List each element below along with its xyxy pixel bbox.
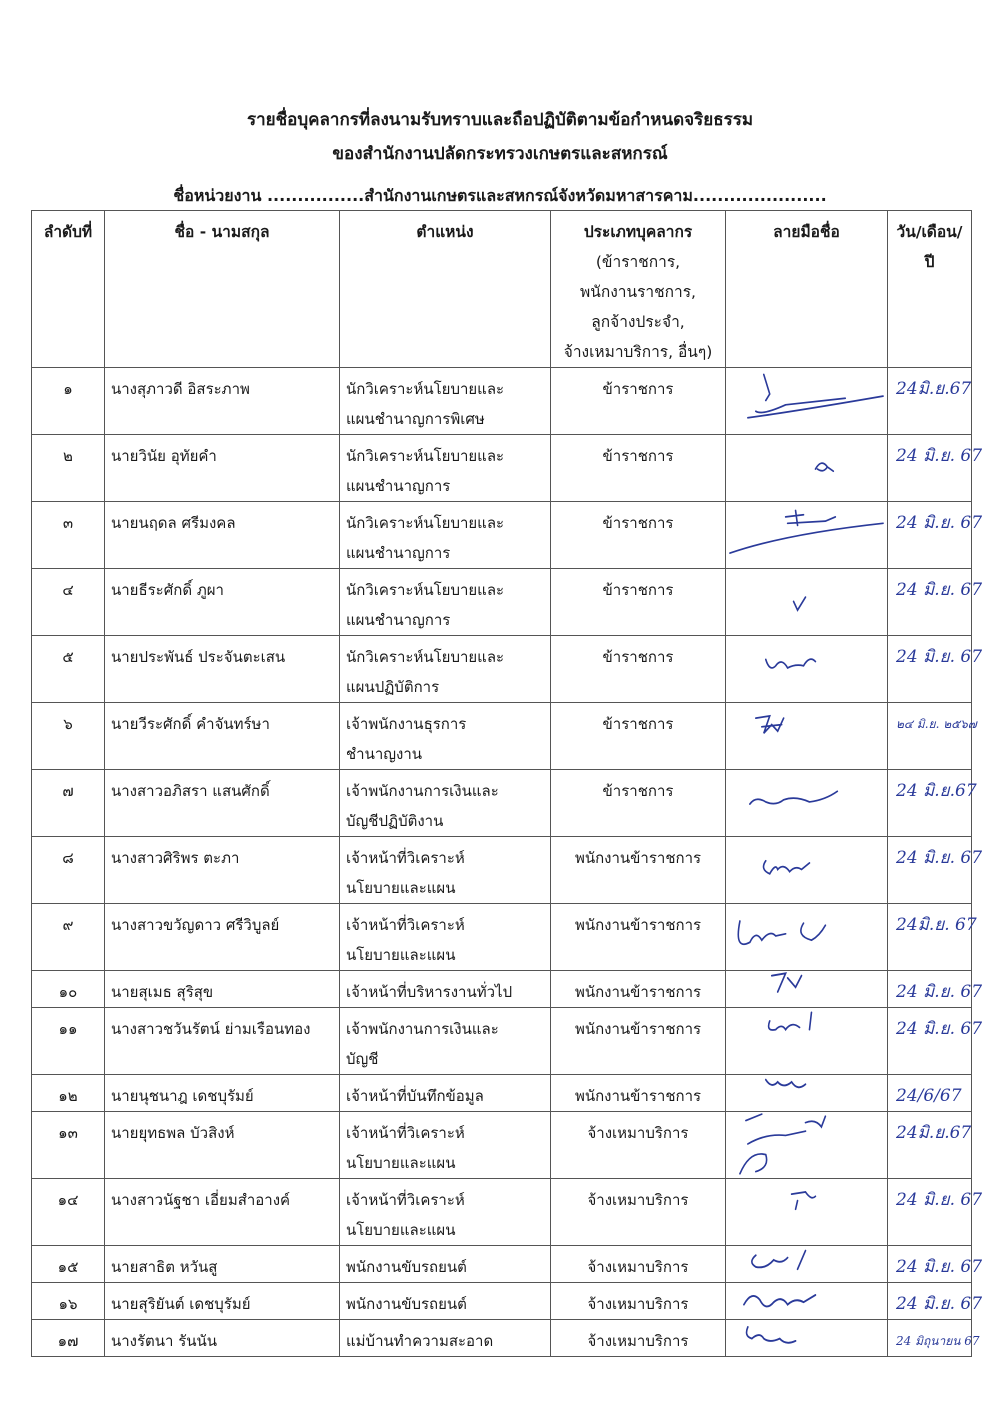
row-date-cell xyxy=(888,1283,983,1320)
row-type-cell: พนักงานข้าราชการ xyxy=(551,1075,726,1112)
unit-name: ................สำนักงานเกษตรและสหกรณ์จังหวัดมหาสารคาม...................... xyxy=(266,186,827,205)
handwritten-signature xyxy=(726,1008,887,1074)
position-line: นักวิเคราะห์นโยบายและ xyxy=(346,581,505,599)
col-header-no: ลำดับที่ xyxy=(32,211,105,368)
position-line: เจ้าหน้าที่วิเคราะห์ xyxy=(346,1191,465,1209)
handwritten-signature xyxy=(726,435,887,501)
row-number-cell: ๑๕ xyxy=(32,1246,105,1283)
handwritten-signature xyxy=(726,770,887,836)
row-position-cell xyxy=(340,837,551,904)
row-number-cell: ๗ xyxy=(32,770,105,837)
row-name-cell: นางสาวชวันรัตน์ ย่ามเรือนทอง xyxy=(105,1008,340,1075)
handwritten-date: 24 มิ.ย. 67 xyxy=(896,580,983,600)
row-signature-cell xyxy=(726,703,888,770)
position-line: แผนชำนาญการพิเศษ xyxy=(346,410,485,428)
position-line: เจ้าหน้าที่วิเคราะห์ xyxy=(346,849,465,867)
handwritten-signature xyxy=(726,703,887,769)
col-header-type xyxy=(551,211,726,368)
position-line: เจ้าหน้าที่วิเคราะห์ xyxy=(346,916,465,934)
row-date-cell xyxy=(888,569,983,636)
row-name-cell: นายสุริยันต์ เดชบุรัมย์ xyxy=(105,1283,340,1320)
handwritten-signature xyxy=(726,569,887,635)
row-number-cell: ๑๒ xyxy=(32,1075,105,1112)
row-number-cell: ๑๑ xyxy=(32,1008,105,1075)
position-line: นักวิเคราะห์นโยบายและ xyxy=(346,380,505,398)
row-signature-cell xyxy=(726,1008,888,1075)
row-name-cell: นางสาวขวัญดาว ศรีวิบูลย์ xyxy=(105,904,340,971)
position-line: แม่บ้านทำความสะอาด xyxy=(346,1332,494,1350)
handwritten-date: 24 มิ.ย. 67 xyxy=(896,1019,983,1039)
row-date-cell xyxy=(888,971,983,1008)
row-number-cell: ๑ xyxy=(32,368,105,435)
row-date-cell xyxy=(888,904,977,971)
unit-line xyxy=(0,184,1000,208)
row-position-cell xyxy=(340,703,551,770)
handwritten-signature xyxy=(726,1320,887,1356)
row-position-cell xyxy=(340,569,551,636)
handwritten-signature xyxy=(726,1075,887,1111)
handwritten-date: 24 มิ.ย. 67 xyxy=(896,513,983,533)
row-signature-cell xyxy=(726,770,888,837)
row-position-cell xyxy=(340,1320,551,1357)
position-line: นักวิเคราะห์นโยบายและ xyxy=(346,514,505,532)
row-date-cell xyxy=(888,636,983,703)
row-signature-cell xyxy=(726,569,888,636)
row-name-cell: นายนฤดล ศรีมงคล xyxy=(105,502,340,569)
handwritten-signature xyxy=(726,1283,887,1319)
row-type-cell: จ้างเหมาบริการ xyxy=(551,1179,726,1246)
row-position-cell xyxy=(340,1008,551,1075)
row-name-cell: นายยุทธพล บัวสิงห์ xyxy=(105,1112,340,1179)
position-line: นโยบายและแผน xyxy=(346,1221,456,1239)
row-position-cell xyxy=(340,904,551,971)
row-position-cell xyxy=(340,770,551,837)
handwritten-date: 24มิ.ย.67 xyxy=(896,1123,972,1143)
row-number-cell: ๑๗ xyxy=(32,1320,105,1357)
table-row xyxy=(32,770,972,837)
row-name-cell: นายสาธิต หวันสู xyxy=(105,1246,340,1283)
table-row xyxy=(32,904,972,971)
row-name-cell: นางสาวศิริพร ตะภา xyxy=(105,837,340,904)
handwritten-signature xyxy=(726,837,887,903)
row-type-cell: ข้าราชการ xyxy=(551,502,726,569)
row-signature-cell xyxy=(726,837,888,904)
position-line: แผนปฏิบัติการ xyxy=(346,678,440,696)
position-line: เจ้าพนักงานการเงินและ xyxy=(346,1020,499,1038)
handwritten-date: 24มิ.ย.67 xyxy=(896,379,972,399)
position-line: พนักงานขับรถยนต์ xyxy=(346,1295,467,1313)
row-type-cell: ข้าราชการ xyxy=(551,703,726,770)
row-name-cell: นายสุเมธ สุริสุข xyxy=(105,971,340,1008)
handwritten-date: 24/6/67 xyxy=(896,1086,962,1106)
row-date-cell xyxy=(888,703,977,770)
handwritten-date: 24 มิ.ย. 67 xyxy=(896,982,983,1002)
row-date-cell xyxy=(888,1008,983,1075)
row-number-cell: ๒ xyxy=(32,435,105,502)
handwritten-date: 24 มิ.ย. 67 xyxy=(896,647,983,667)
row-type-cell: พนักงานข้าราชการ xyxy=(551,837,726,904)
row-number-cell: ๕ xyxy=(32,636,105,703)
handwritten-signature xyxy=(726,368,887,434)
row-signature-cell xyxy=(726,1283,888,1320)
row-type-cell: พนักงานข้าราชการ xyxy=(551,904,726,971)
handwritten-date: 24มิ.ย. 67 xyxy=(896,915,977,935)
row-position-cell xyxy=(340,368,551,435)
handwritten-signature xyxy=(726,1179,887,1245)
row-signature-cell xyxy=(726,435,888,502)
handwritten-signature xyxy=(726,971,887,1007)
position-line: นโยบายและแผน xyxy=(346,879,456,897)
row-name-cell: นางสาวอภิสรา แสนศักดิ์ xyxy=(105,770,340,837)
row-date-cell xyxy=(888,1320,980,1357)
col-header-position: ตำแหน่ง xyxy=(340,211,551,368)
row-signature-cell xyxy=(726,1246,888,1283)
row-date-cell xyxy=(888,1246,983,1283)
row-signature-cell xyxy=(726,904,888,971)
row-name-cell: นางสุภาวดี อิสระภาพ xyxy=(105,368,340,435)
table-row xyxy=(32,435,972,502)
handwritten-date: ๒๔ มิ.ย. ๒๕๖๗ xyxy=(896,717,977,731)
roster-table xyxy=(31,210,983,1357)
table-row xyxy=(32,1283,972,1320)
row-type-cell: จ้างเหมาบริการ xyxy=(551,1320,726,1357)
row-date-cell xyxy=(888,1112,972,1179)
table-row xyxy=(32,502,972,569)
document-title-line1: รายชื่อบุคลากรที่ลงนามรับทราบและถือปฏิบัติตามข้อกำหนดจริยธรรม xyxy=(246,110,754,130)
row-position-cell xyxy=(340,502,551,569)
handwritten-signature xyxy=(726,1246,887,1282)
handwritten-signature xyxy=(726,636,887,702)
handwritten-date: 24 มิ.ย. 67 xyxy=(896,1257,983,1277)
row-type-cell: ข้าราชการ xyxy=(551,368,726,435)
row-position-cell xyxy=(340,636,551,703)
handwritten-signature xyxy=(726,502,887,568)
row-name-cell: นางรัตนา รันนัน xyxy=(105,1320,340,1357)
row-position-cell xyxy=(340,1179,551,1246)
position-line: เจ้าพนักงานธุรการ xyxy=(346,715,467,733)
row-type-cell: ข้าราชการ xyxy=(551,435,726,502)
table-row xyxy=(32,703,972,770)
row-name-cell: นายประพันธ์ ประจันตะเสน xyxy=(105,636,340,703)
row-position-cell xyxy=(340,1112,551,1179)
row-position-cell xyxy=(340,435,551,502)
row-signature-cell xyxy=(726,368,888,435)
position-line: นโยบายและแผน xyxy=(346,1154,456,1172)
handwritten-date: 24 มิ.ย. 67 xyxy=(896,1190,983,1210)
position-line: บัญชีปฏิบัติงาน xyxy=(346,812,444,830)
row-position-cell xyxy=(340,1246,551,1283)
row-name-cell: นางสาวนัฐชา เอี่ยมสำอางค์ xyxy=(105,1179,340,1246)
table-row xyxy=(32,1246,972,1283)
position-line: เจ้าหน้าที่บริหารงานทั่วไป xyxy=(346,983,513,1001)
row-name-cell: นายธีระศักดิ์ ภูผา xyxy=(105,569,340,636)
row-type-cell: พนักงานข้าราชการ xyxy=(551,1008,726,1075)
col-header-signature: ลายมือชื่อ xyxy=(726,211,888,368)
row-number-cell: ๑๔ xyxy=(32,1179,105,1246)
handwritten-date: 24 มิถุนายน 67 xyxy=(896,1334,980,1348)
col-header-date: วัน/เดือน/ปี xyxy=(888,211,972,368)
row-position-cell xyxy=(340,971,551,1008)
table-row xyxy=(32,1008,972,1075)
document-title-line2: ของสำนักงานปลัดกระทรวงเกษตรและสหกรณ์ xyxy=(332,144,668,164)
row-type-cell: จ้างเหมาบริการ xyxy=(551,1283,726,1320)
row-type-cell: จ้างเหมาบริการ xyxy=(551,1112,726,1179)
position-line: เจ้าหน้าที่บันทึกข้อมูล xyxy=(346,1087,484,1105)
col-header-type-line: จ้างเหมาบริการ, อื่นๆ) xyxy=(563,343,713,361)
row-signature-cell xyxy=(726,502,888,569)
table-row xyxy=(32,1179,972,1246)
table-row xyxy=(32,837,972,904)
table-row xyxy=(32,971,972,1008)
row-signature-cell xyxy=(726,1320,888,1357)
row-position-cell xyxy=(340,1075,551,1112)
row-signature-cell xyxy=(726,971,888,1008)
row-name-cell: นายนุชนาฎ เดชบุรัมย์ xyxy=(105,1075,340,1112)
row-type-cell: จ้างเหมาบริการ xyxy=(551,1246,726,1283)
row-number-cell: ๙ xyxy=(32,904,105,971)
table-row xyxy=(32,1320,972,1357)
row-signature-cell xyxy=(726,1179,888,1246)
row-type-cell: ข้าราชการ xyxy=(551,569,726,636)
col-header-type-line: (ข้าราชการ, xyxy=(595,253,681,271)
row-number-cell: ๖ xyxy=(32,703,105,770)
table-row xyxy=(32,368,972,435)
row-date-cell xyxy=(888,1179,983,1246)
position-line: เจ้าพนักงานการเงินและ xyxy=(346,782,499,800)
row-date-cell xyxy=(888,1075,972,1112)
handwritten-date: 24 มิ.ย. 67 xyxy=(896,446,983,466)
row-position-cell xyxy=(340,1283,551,1320)
col-header-type-line: ลูกจ้างประจำ, xyxy=(591,313,685,331)
unit-label: ชื่อหน่วยงาน xyxy=(173,186,262,205)
col-header-name: ชื่อ - นามสกุล xyxy=(105,211,340,368)
position-line: ชำนาญงาน xyxy=(346,745,423,763)
row-date-cell xyxy=(888,837,983,904)
position-line: บัญชี xyxy=(346,1050,379,1068)
header-row xyxy=(32,211,972,368)
handwritten-date: 24 มิ.ย.67 xyxy=(896,781,977,801)
row-date-cell xyxy=(888,435,983,502)
col-header-type-line: พนักงานราชการ, xyxy=(580,283,696,301)
position-line: นักวิเคราะห์นโยบายและ xyxy=(346,648,505,666)
table-row xyxy=(32,1075,972,1112)
row-signature-cell xyxy=(726,636,888,703)
row-number-cell: ๓ xyxy=(32,502,105,569)
col-header-type-line: ประเภทบุคลากร xyxy=(583,223,693,241)
position-line: นักวิเคราะห์นโยบายและ xyxy=(346,447,505,465)
row-type-cell: ข้าราชการ xyxy=(551,636,726,703)
row-number-cell: ๑๖ xyxy=(32,1283,105,1320)
row-date-cell xyxy=(888,368,972,435)
position-line: แผนชำนาญการ xyxy=(346,544,451,562)
row-type-cell: ข้าราชการ xyxy=(551,770,726,837)
handwritten-date: 24 มิ.ย. 67 xyxy=(896,848,983,868)
row-signature-cell xyxy=(726,1075,888,1112)
row-number-cell: ๑๓ xyxy=(32,1112,105,1179)
row-name-cell: นายวินัย อุทัยคำ xyxy=(105,435,340,502)
position-line: พนักงานขับรถยนต์ xyxy=(346,1258,467,1276)
table-row xyxy=(32,569,972,636)
position-line: เจ้าหน้าที่วิเคราะห์ xyxy=(346,1124,465,1142)
table-row xyxy=(32,636,972,703)
handwritten-signature xyxy=(726,904,887,970)
table-row xyxy=(32,1112,972,1179)
handwritten-signature xyxy=(726,1112,887,1178)
position-line: แผนชำนาญการ xyxy=(346,477,451,495)
row-number-cell: ๑๐ xyxy=(32,971,105,1008)
handwritten-date: 24 มิ.ย. 67 xyxy=(896,1294,983,1314)
row-date-cell xyxy=(888,770,977,837)
row-number-cell: ๘ xyxy=(32,837,105,904)
roster-body xyxy=(32,368,983,1357)
position-line: แผนชำนาญการ xyxy=(346,611,451,629)
row-type-cell: พนักงานข้าราชการ xyxy=(551,971,726,1008)
row-signature-cell xyxy=(726,1112,888,1179)
row-date-cell xyxy=(888,502,983,569)
row-number-cell: ๔ xyxy=(32,569,105,636)
row-name-cell: นายวีระศักดิ์ คำจันทร์ษา xyxy=(105,703,340,770)
position-line: นโยบายและแผน xyxy=(346,946,456,964)
